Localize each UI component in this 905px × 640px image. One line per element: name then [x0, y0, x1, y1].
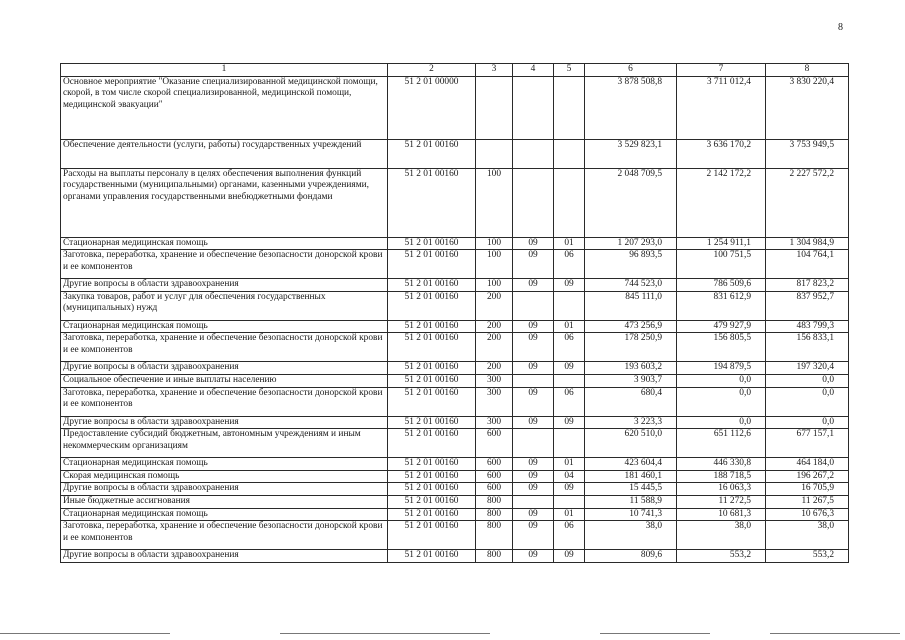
section-code: [513, 139, 554, 168]
amount-year-3: 16 705,9: [766, 483, 849, 496]
row-name: Другие вопросы в области здравоохранения: [61, 550, 388, 563]
target-article-code: 51 2 01 00160: [388, 279, 476, 292]
column-header: 6: [585, 64, 677, 77]
expense-type-code: 800: [476, 521, 513, 550]
expense-type-code: 600: [476, 483, 513, 496]
expense-type-code: 600: [476, 429, 513, 458]
row-name: Обеспечение деятельности (услуги, работы) государственных учреждений: [61, 139, 388, 168]
amount-year-3: 677 157,1: [766, 429, 849, 458]
table-row: [61, 429, 849, 458]
table-row: [61, 320, 849, 333]
amount-year-2: 3 711 012,4: [677, 76, 766, 139]
table-row: [61, 550, 849, 563]
subsection-code: 06: [554, 250, 585, 279]
subsection-code: 01: [554, 237, 585, 250]
subsection-code: [554, 291, 585, 320]
amount-year-1: 193 603,2: [585, 362, 677, 375]
table-row: [61, 508, 849, 521]
amount-year-1: 620 510,0: [585, 429, 677, 458]
subsection-code: 01: [554, 320, 585, 333]
table-row: [61, 279, 849, 292]
section-code: 09: [513, 550, 554, 563]
amount-year-3: 0,0: [766, 416, 849, 429]
target-article-code: 51 2 01 00160: [388, 416, 476, 429]
amount-year-1: 423 604,4: [585, 458, 677, 471]
target-article-code: 51 2 01 00160: [388, 168, 476, 237]
expense-type-code: 800: [476, 550, 513, 563]
column-header: 2: [388, 64, 476, 77]
target-article-code: 51 2 01 00160: [388, 429, 476, 458]
section-code: 09: [513, 362, 554, 375]
section-code: [513, 374, 554, 387]
amount-year-1: 3 529 823,1: [585, 139, 677, 168]
row-name: Стационарная медицинская помощь: [61, 458, 388, 471]
column-header: 4: [513, 64, 554, 77]
target-article-code: 51 2 01 00160: [388, 521, 476, 550]
target-article-code: 51 2 01 00160: [388, 139, 476, 168]
target-article-code: 51 2 01 00160: [388, 250, 476, 279]
target-article-code: 51 2 01 00160: [388, 495, 476, 508]
amount-year-2: 194 879,5: [677, 362, 766, 375]
expense-type-code: 100: [476, 168, 513, 237]
target-article-code: 51 2 01 00160: [388, 483, 476, 496]
table-row: [61, 483, 849, 496]
amount-year-3: 464 184,0: [766, 458, 849, 471]
expense-type-code: 200: [476, 320, 513, 333]
amount-year-1: 11 588,9: [585, 495, 677, 508]
row-name: Скорая медицинская помощь: [61, 470, 388, 483]
subsection-code: 06: [554, 333, 585, 362]
amount-year-2: 11 272,5: [677, 495, 766, 508]
bottom-edge-lines: [0, 633, 905, 635]
amount-year-3: 0,0: [766, 387, 849, 416]
expense-type-code: 300: [476, 416, 513, 429]
target-article-code: 51 2 01 00160: [388, 374, 476, 387]
subsection-code: 09: [554, 416, 585, 429]
section-code: 09: [513, 250, 554, 279]
section-code: 09: [513, 508, 554, 521]
target-article-code: 51 2 01 00160: [388, 237, 476, 250]
row-name: Стационарная медицинская помощь: [61, 508, 388, 521]
amount-year-1: 38,0: [585, 521, 677, 550]
amount-year-2: 0,0: [677, 416, 766, 429]
amount-year-1: 181 460,1: [585, 470, 677, 483]
table-row: [61, 458, 849, 471]
amount-year-2: 156 805,5: [677, 333, 766, 362]
subsection-code: 09: [554, 279, 585, 292]
column-header: 3: [476, 64, 513, 77]
column-header: 8: [766, 64, 849, 77]
table-row: [61, 387, 849, 416]
row-name: Иные бюджетные ассигнования: [61, 495, 388, 508]
target-article-code: 51 2 01 00160: [388, 470, 476, 483]
section-code: 09: [513, 483, 554, 496]
table-row: [61, 168, 849, 237]
row-name: Предоставление субсидий бюджетным, автономным учреждениям и иным некоммерческим организациям: [61, 429, 388, 458]
expense-type-code: [476, 139, 513, 168]
column-header: 5: [554, 64, 585, 77]
amount-year-2: 10 681,3: [677, 508, 766, 521]
expense-type-code: 200: [476, 291, 513, 320]
section-code: 09: [513, 333, 554, 362]
section-code: 09: [513, 320, 554, 333]
section-code: [513, 495, 554, 508]
amount-year-2: 0,0: [677, 387, 766, 416]
target-article-code: 51 2 01 00160: [388, 387, 476, 416]
expense-type-code: 300: [476, 374, 513, 387]
amount-year-2: 100 751,5: [677, 250, 766, 279]
row-name: Другие вопросы в области здравоохранения: [61, 416, 388, 429]
row-name: Другие вопросы в области здравоохранения: [61, 483, 388, 496]
amount-year-3: 1 304 984,9: [766, 237, 849, 250]
section-code: [513, 76, 554, 139]
row-name: Заготовка, переработка, хранение и обеспечение безопасности донорской крови и ее компонентов: [61, 250, 388, 279]
table-row: [61, 362, 849, 375]
subsection-code: [554, 168, 585, 237]
section-code: 09: [513, 387, 554, 416]
amount-year-3: 156 833,1: [766, 333, 849, 362]
row-name: Заготовка, переработка, хранение и обеспечение безопасности донорской крови и ее компонентов: [61, 521, 388, 550]
amount-year-1: 845 111,0: [585, 291, 677, 320]
target-article-code: 51 2 01 00160: [388, 291, 476, 320]
table-row: [61, 374, 849, 387]
subsection-code: 06: [554, 387, 585, 416]
subsection-code: 09: [554, 550, 585, 563]
amount-year-1: 809,6: [585, 550, 677, 563]
subsection-code: [554, 495, 585, 508]
section-code: 09: [513, 279, 554, 292]
subsection-code: 01: [554, 458, 585, 471]
target-article-code: 51 2 01 00160: [388, 333, 476, 362]
amount-year-2: 188 718,5: [677, 470, 766, 483]
table-row: [61, 521, 849, 550]
amount-year-2: 651 112,6: [677, 429, 766, 458]
row-name: Стационарная медицинская помощь: [61, 237, 388, 250]
amount-year-3: 10 676,3: [766, 508, 849, 521]
expense-type-code: 600: [476, 458, 513, 471]
subsection-code: [554, 374, 585, 387]
amount-year-3: 3 753 949,5: [766, 139, 849, 168]
amount-year-1: 15 445,5: [585, 483, 677, 496]
table-row: [61, 495, 849, 508]
amount-year-1: 1 207 293,0: [585, 237, 677, 250]
amount-year-3: 197 320,4: [766, 362, 849, 375]
budget-table: [60, 63, 849, 563]
amount-year-1: 473 256,9: [585, 320, 677, 333]
amount-year-2: 446 330,8: [677, 458, 766, 471]
table-header-row: [61, 64, 849, 77]
section-code: 09: [513, 237, 554, 250]
amount-year-3: 104 764,1: [766, 250, 849, 279]
table-row: [61, 237, 849, 250]
amount-year-3: 817 823,2: [766, 279, 849, 292]
amount-year-3: 2 227 572,2: [766, 168, 849, 237]
target-article-code: 51 2 01 00160: [388, 508, 476, 521]
table-row: [61, 250, 849, 279]
expense-type-code: 800: [476, 508, 513, 521]
expense-type-code: 200: [476, 362, 513, 375]
amount-year-2: 1 254 911,1: [677, 237, 766, 250]
amount-year-2: 831 612,9: [677, 291, 766, 320]
target-article-code: 51 2 01 00160: [388, 362, 476, 375]
row-name: Расходы на выплаты персоналу в целях обеспечения выполнения функций государственными (муниципальными) органами, казенными учреждениями, органами управления государственными внебюджетными фондами: [61, 168, 388, 237]
subsection-code: 01: [554, 508, 585, 521]
amount-year-1: 3 878 508,8: [585, 76, 677, 139]
amount-year-3: 0,0: [766, 374, 849, 387]
table-row: [61, 139, 849, 168]
amount-year-1: 744 523,0: [585, 279, 677, 292]
subsection-code: [554, 139, 585, 168]
table-row: [61, 416, 849, 429]
expense-type-code: 200: [476, 333, 513, 362]
target-article-code: 51 2 01 00000: [388, 76, 476, 139]
amount-year-3: 38,0: [766, 521, 849, 550]
amount-year-2: 16 063,3: [677, 483, 766, 496]
amount-year-2: 38,0: [677, 521, 766, 550]
amount-year-3: 553,2: [766, 550, 849, 563]
amount-year-3: 196 267,2: [766, 470, 849, 483]
amount-year-1: 96 893,5: [585, 250, 677, 279]
target-article-code: 51 2 01 00160: [388, 320, 476, 333]
row-name: Заготовка, переработка, хранение и обеспечение безопасности донорской крови и ее компонентов: [61, 387, 388, 416]
section-code: 09: [513, 521, 554, 550]
subsection-code: 04: [554, 470, 585, 483]
amount-year-1: 3 903,7: [585, 374, 677, 387]
amount-year-2: 553,2: [677, 550, 766, 563]
expense-type-code: 600: [476, 470, 513, 483]
row-name: Заготовка, переработка, хранение и обеспечение безопасности донорской крови и ее компонентов: [61, 333, 388, 362]
subsection-code: 09: [554, 362, 585, 375]
amount-year-2: 0,0: [677, 374, 766, 387]
amount-year-1: 680,4: [585, 387, 677, 416]
amount-year-3: 11 267,5: [766, 495, 849, 508]
expense-type-code: 100: [476, 237, 513, 250]
section-code: 09: [513, 458, 554, 471]
row-name: Основное мероприятие "Оказание специализированной медицинской помощи, скорой, в том числе скорой специализированной, медицинской помощи, медицинской эвакуации": [61, 76, 388, 139]
table-row: [61, 470, 849, 483]
section-code: 09: [513, 416, 554, 429]
subsection-code: [554, 76, 585, 139]
amount-year-2: 479 927,9: [677, 320, 766, 333]
target-article-code: 51 2 01 00160: [388, 550, 476, 563]
table-body: [61, 64, 849, 563]
subsection-code: [554, 429, 585, 458]
amount-year-3: 837 952,7: [766, 291, 849, 320]
subsection-code: 09: [554, 483, 585, 496]
column-header: 1: [61, 64, 388, 77]
expense-type-code: 100: [476, 279, 513, 292]
amount-year-2: 3 636 170,2: [677, 139, 766, 168]
expense-type-code: 800: [476, 495, 513, 508]
target-article-code: 51 2 01 00160: [388, 458, 476, 471]
amount-year-3: 3 830 220,4: [766, 76, 849, 139]
amount-year-2: 2 142 172,2: [677, 168, 766, 237]
table-row: [61, 291, 849, 320]
section-code: [513, 291, 554, 320]
amount-year-2: 786 509,6: [677, 279, 766, 292]
section-code: [513, 168, 554, 237]
row-name: Стационарная медицинская помощь: [61, 320, 388, 333]
page-number: 8: [838, 22, 843, 33]
section-code: 09: [513, 470, 554, 483]
amount-year-1: 3 223,3: [585, 416, 677, 429]
row-name: Закупка товаров, работ и услуг для обеспечения государственных (муниципальных) нужд: [61, 291, 388, 320]
amount-year-1: 178 250,9: [585, 333, 677, 362]
subsection-code: 06: [554, 521, 585, 550]
column-header: 7: [677, 64, 766, 77]
amount-year-1: 2 048 709,5: [585, 168, 677, 237]
row-name: Другие вопросы в области здравоохранения: [61, 279, 388, 292]
expense-type-code: [476, 76, 513, 139]
amount-year-1: 10 741,3: [585, 508, 677, 521]
table-row: [61, 76, 849, 139]
row-name: Социальное обеспечение и иные выплаты населению: [61, 374, 388, 387]
section-code: [513, 429, 554, 458]
row-name: Другие вопросы в области здравоохранения: [61, 362, 388, 375]
expense-type-code: 300: [476, 387, 513, 416]
expense-type-code: 100: [476, 250, 513, 279]
table-row: [61, 333, 849, 362]
amount-year-3: 483 799,3: [766, 320, 849, 333]
